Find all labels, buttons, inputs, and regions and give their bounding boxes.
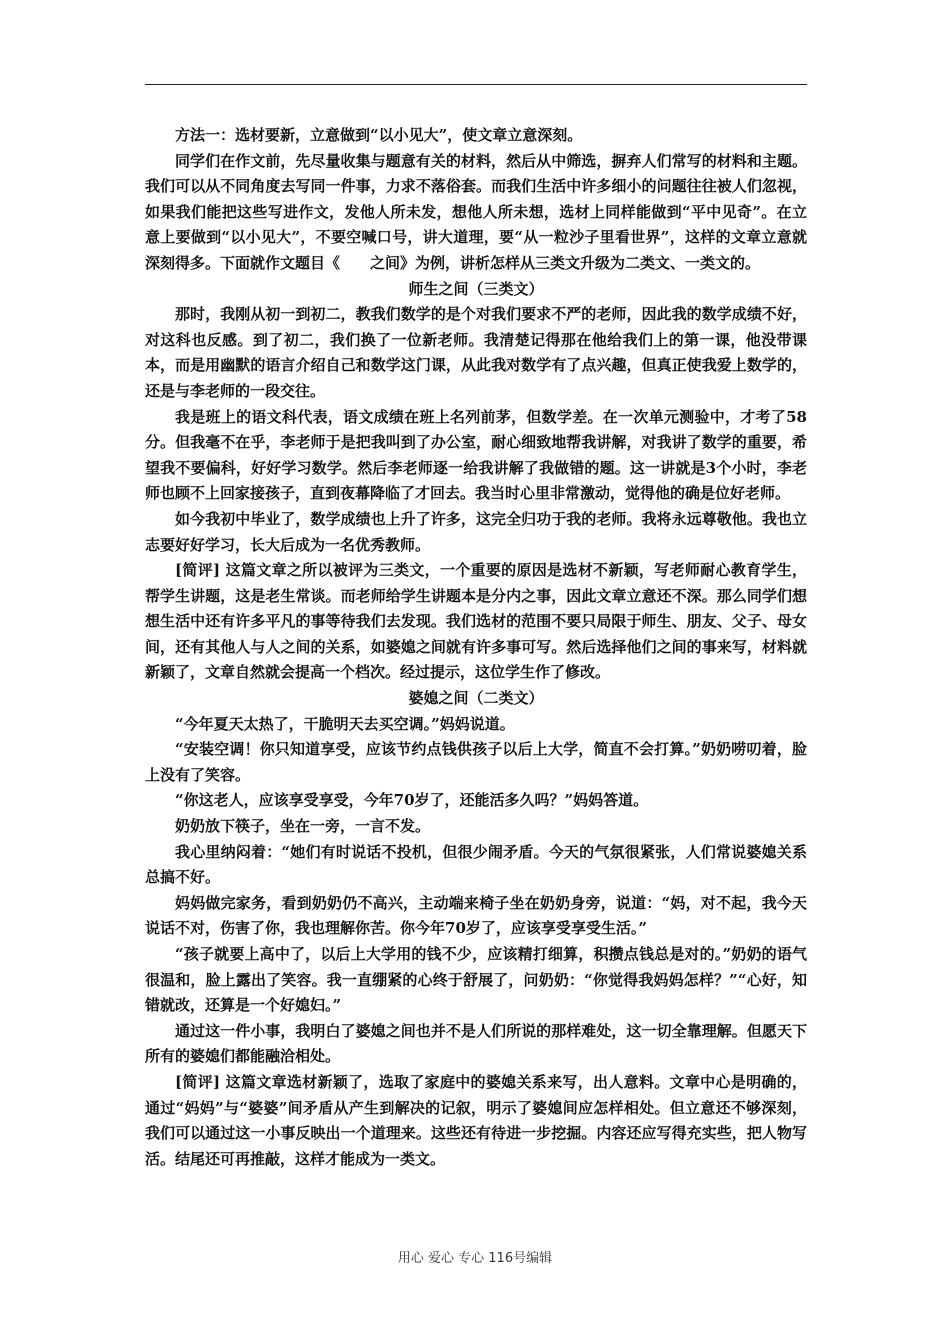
- essay1-paragraph: 我是班上的语文科代表，语文成绩在班上名列前茅，但数学差。在一次单元测验中，才考了58分。但我毫不在乎，李老师于是把我叫到了办公室，耐心细致地帮我讲解，对我讲了数学的重要，希望我不要偏科，好好学习数学。然后李老师逐一给我讲解了我做错的题。这一讲就是3个小时，李老师也顾不上回家接孩子，直到夜幕降临了才回去。我当时心里非常激动，觉得他的确是位好老师。: [145, 407, 807, 503]
- essay-title-teacher-student: 师生之间（三类文）: [408, 279, 544, 298]
- essay2-paragraph: “安装空调！你只知道享受，应该节约点钱供孩子以后上大学，简直不会打算。”奶奶唠叨着，脸上没有了笑容。: [145, 740, 807, 784]
- essay2-paragraph: “孩子就要上高中了，以后上大学用的钱不少，应该精打细算，积攒点钱总是对的。”奶奶的语气很温和，脸上露出了笑容。我一直绷紧的心终于舒展了，问奶奶：“你觉得我妈妈怎样？”“心好，知错就改，还算是一个好媳妇。”: [145, 945, 807, 1015]
- essay2-comment: [简评] 这篇文章选材新颖了，选取了家庭中的婆媳关系来写，出人意料。文章中心是明确的，通过“妈妈”与“婆婆”间矛盾从产生到解决的记叙，明示了婆媳间应怎样相处。但立意还不够深刻，我们可以通过这一小事反映出一个道理来。这些还有待进一步挖掘。内容还应写得充实些，把人物写活。结尾还可再推敲，这样才能成为一类文。: [145, 1072, 807, 1168]
- essay2-paragraph: 妈妈做完家务，看到奶奶仍不高兴，主动端来椅子坐在奶奶身旁，说道：“妈，对不起，我今天说话不对，伤害了你，我也理解你苦。你今年70岁了，应该享受享受生活。”: [145, 893, 807, 938]
- essay1-paragraph: 如今我初中毕业了，数学成绩也上升了许多，这完全归功于我的老师。我将永远尊敬他。我也立志要好好学习，长大后成为一名优秀教师。: [145, 509, 807, 554]
- essay2-paragraph: 通过这一件小事，我明白了婆媳之间也并不是人们所说的那样难处，这一切全靠理解。但愿天下所有的婆媳们都能融洽相处。: [145, 1021, 807, 1066]
- essay1-paragraph: 那时，我刚从初一到初二，教我们数学的是个对我们要求不严的老师，因此我的数学成绩不好，对这科也反感。到了初二，我们换了一位新老师。我清楚记得那在他给我们上的第一课，他没带课本，而是用幽默的语言介绍自己和数学这门课，从此我对数学有了点兴趣，但真正使我爱上数学的，还是与李老师的一段交往。: [145, 305, 807, 400]
- document-body: [145, 123, 807, 1172]
- essay1-comment: [简评] 这篇文章之所以被评为三类文，一个重要的原因是选材不新颖，写老师耐心教育学生，帮学生讲题，这是老生常谈。而老师给学生讲题本是分内之事，因此文章立意还不深。那么同学们想想生活中还有许多平凡的事等待我们去发现。我们选材的范围不要只局限于师生、朋友、父子、母女间，还有其他人与人之间的关系，如婆媳之间就有许多事可写。然后选择他们之间的事来写，材料就新颖了，文章自然就会提高一个档次。经过提示，这位学生作了修改。: [145, 561, 807, 682]
- essay2-paragraph: “今年夏天太热了，干脆明天去买空调。”妈妈说道。: [175, 714, 515, 733]
- essay2-paragraph: 我心里纳闷着：“她们有时说话不投机，但很少闹矛盾。今天的气氛很紧张，人们常说婆媳关系总搞不好。: [145, 842, 807, 887]
- essay-title-mother-daughter-in-law: 婆媳之间（二类文）: [408, 689, 544, 708]
- header-rule: [145, 84, 807, 85]
- page-footer: 用心 爱心 专心 116号编辑: [397, 1251, 553, 1266]
- method-heading: 方法一：选材要新，立意做到“以小见大”，使文章立意深刻。: [175, 126, 583, 144]
- essay2-paragraph: 奶奶放下筷子，坐在一旁，一言不发。: [175, 817, 431, 836]
- intro-paragraph: 同学们在作文前，先尽量收集与题意有关的材料，然后从中筛选，摒弃人们常写的材料和主题。我们可以从不同角度去写同一件事，力求不落俗套。而我们生活中许多细小的问题往往被人们忽视，如果我们能把这些写进作文，发他人所未发，想他人所未想，选材上同样能做到“平中见奇”。在立意上要做到“以小见大”，不要空喊口号，讲大道理，要“从一粒沙子里看世界”，这样的文章立意就深刻得多。下面就作文题目《 之间》为例，讲析怎样从三类文升级为二类文、一类文的。: [145, 151, 807, 272]
- essay2-paragraph: “你这老人，应该享受享受，今年70岁了，还能活多久吗？”妈妈答道。: [175, 791, 649, 810]
